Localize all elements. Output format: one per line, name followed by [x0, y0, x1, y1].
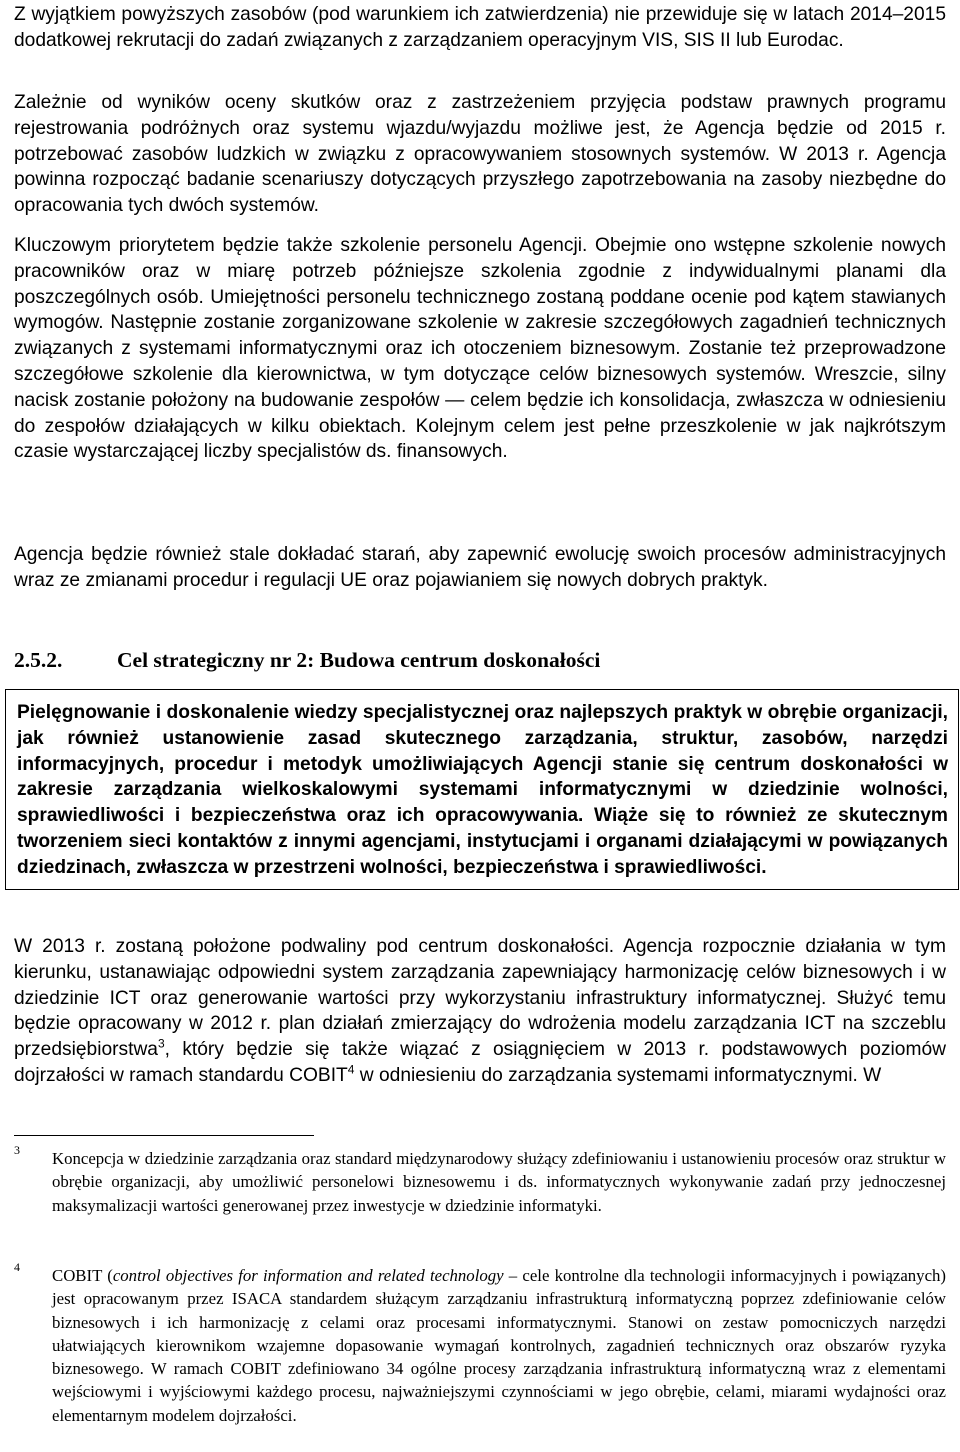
footnote-ref-4[interactable]: 4: [347, 1062, 355, 1077]
footnote-3: [14, 1143, 946, 1217]
footnote-italic: control objectives for information and related technology: [112, 1266, 504, 1285]
paragraph-administrative-processes: Agencja będzie również stale dokładać starań, aby zapewnić ewolucję swoich procesów administracyjnych wraz ze zmianami procedur i regulacji UE oraz pojawianiem się nowych dobrych praktyk.: [14, 544, 946, 591]
footnote-mark: 3: [14, 1143, 20, 1157]
section-number: 2.5.2.: [14, 648, 63, 672]
footnote-text: [14, 1264, 946, 1427]
footnote-mark: 4: [14, 1260, 20, 1274]
footnote-text: Koncepcja w dziedzinie zarządzania oraz standard międzynarodowy służący zdefiniowaniu i ustanowieniu procesów oraz struktur w obrębie organizacji, aby umożliwić personelowi biznesowemu i ds. informatycznych wykonywanie zadań przy jednoczesnej maksymalizacji wartości generowanej przez inwestycje w dziedzinie informatyki.: [52, 1149, 946, 1215]
footnote-4: [14, 1260, 946, 1427]
footnote-text-part: COBIT (: [52, 1266, 113, 1285]
footnote-separator: [14, 1135, 314, 1136]
paragraph-text: W 2013 r. zostaną położone podwaliny pod centrum doskonałości. Agencja rozpocznie działania w tym kierunku, ustanawiając odpowiedni system zarządzania zapewniający harmonizację celów biznesowych i w dziedzinie ICT oraz generowanie wartości przy wykorzystaniu infrastruktury informatycznej. Służyć temu będzie opracowany w 2012 r. plan działań zmierzający do wdrożenia modelu zarządzania ICT na szczeblu przedsiębiorstwa: [14, 936, 946, 1061]
section-heading: [14, 646, 946, 674]
section-title: Cel strategiczny nr 2: Budowa centrum doskonałości: [117, 648, 601, 672]
paragraph-training: Kluczowym priorytetem będzie także szkolenie personelu Agencji. Obejmie ono wstępne szkolenie nowych pracowników oraz w miarę potrzeb późniejsze szkolenia zgodnie z indywidualnymi planami dla poszczególnych osób. Umiejętności personelu technicznego zostaną poddane ocenie pod kątem stawianych wymogów. Następnie zostanie zorganizowane szkolenie w zakresie szczegółowych zagadnień technicznych związanych z systemami informatycznymi oraz ich otoczeniem biznesowym. Zostanie też przeprowadzone szczegółowe szkolenie dla kierownictwa, w tym dotyczące celów biznesowych systemów. Wreszcie, silny nacisk zostanie położony na budowanie zespołów — celem będzie ich konsolidacja, zwłaszcza w odniesieniu do zespołów działających w kilku obiektach. Kolejnym celem jest pełne przeszkolenie w jak najkrótszym czasie wystarczającej liczby specjalistów ds. finansowych.: [14, 235, 946, 463]
paragraph-text: w odniesieniu do zarządzania systemami informatycznymi. W: [354, 1064, 882, 1086]
objective-box: [5, 689, 959, 890]
paragraph-future-systems: Zależnie od wyników oceny skutków oraz z zastrzeżeniem przyjęcia podstaw prawnych programu rejestrowania podróżnych oraz systemu wjazdu/wyjazdu możliwe jest, że Agencja będzie od 2015 r. potrzebować zasobów ludzkich w związku z opracowywaniem stosownych systemów. W 2013 r. Agencja powinna rozpocząć badanie scenariuszy dotyczących przyszłego zapotrzebowania na zasoby niezbędne do opracowania tych dwóch systemów.: [14, 92, 946, 217]
footnote-ref-3[interactable]: 3: [157, 1036, 165, 1051]
paragraph-recruitment: Z wyjątkiem powyższych zasobów (pod warunkiem ich zatwierdzenia) nie przewiduje się w latach 2014–2015 dodatkowej rekrutacji do zadań związanych z zarządzaniem operacyjnym VIS, SIS II lub Eurodac.: [14, 4, 946, 51]
objective-text: Pielęgnowanie i doskonalenie wiedzy specjalistycznej oraz najlepszych praktyk w obrębie organizacji, jak również ustanowienie zasad skutecznego zarządzania, struktur, zasobów, narzędzi informacyjnych, procedur i metodyk umożliwiających Agencji stanie się centrum doskonałości w zakresie zarządzania wielkoskalowymi systemami informatycznymi w dziedzinie wolności, sprawiedliwości i bezpieczeństwa oraz ich opracowywania. Wiąże się to również ze skutecznym tworzeniem sieci kontaktów z innymi agencjami, instytucjami i organami działającymi w powiązanych dziedzinach, zwłaszcza w przestrzeni wolności, bezpieczeństwa i sprawiedliwości.: [17, 702, 948, 878]
footnote-text-part: – cele kontrolne dla technologii informacyjnych i powiązanych) jest opracowanym przez ISACA standardem służącym zarządzaniu infrastrukturą informatyczną poprzez zdefiniowanie celów biznesowych i ich harmonizację z celami oraz procesami informatycznymi. Stanowi on zestaw pomocniczych narzędzi ułatwiających kierownikom wzajemne dopasowanie wymagań kontrolnych, zagadnień technicznych oraz obszarów ryzyka biznesowego. W ramach COBIT zdefiniowano 34 ogólne procesy zarządzania infrastrukturą informatyczną wraz z elementami wejściowymi i wyjściowymi każdego procesu, najważniejszymi czynnościami w jego obrębie, celami, miarami wydajności oraz elementarnym modelem dojrzałości.: [52, 1266, 946, 1425]
paragraph-text: , który będzie się także wiązać z osiągnięciem w 2013 r. podstawowych poziomów dojrzałości w ramach standardu COBIT: [14, 1039, 946, 1086]
paragraph-centre-of-excellence: [14, 934, 946, 1089]
